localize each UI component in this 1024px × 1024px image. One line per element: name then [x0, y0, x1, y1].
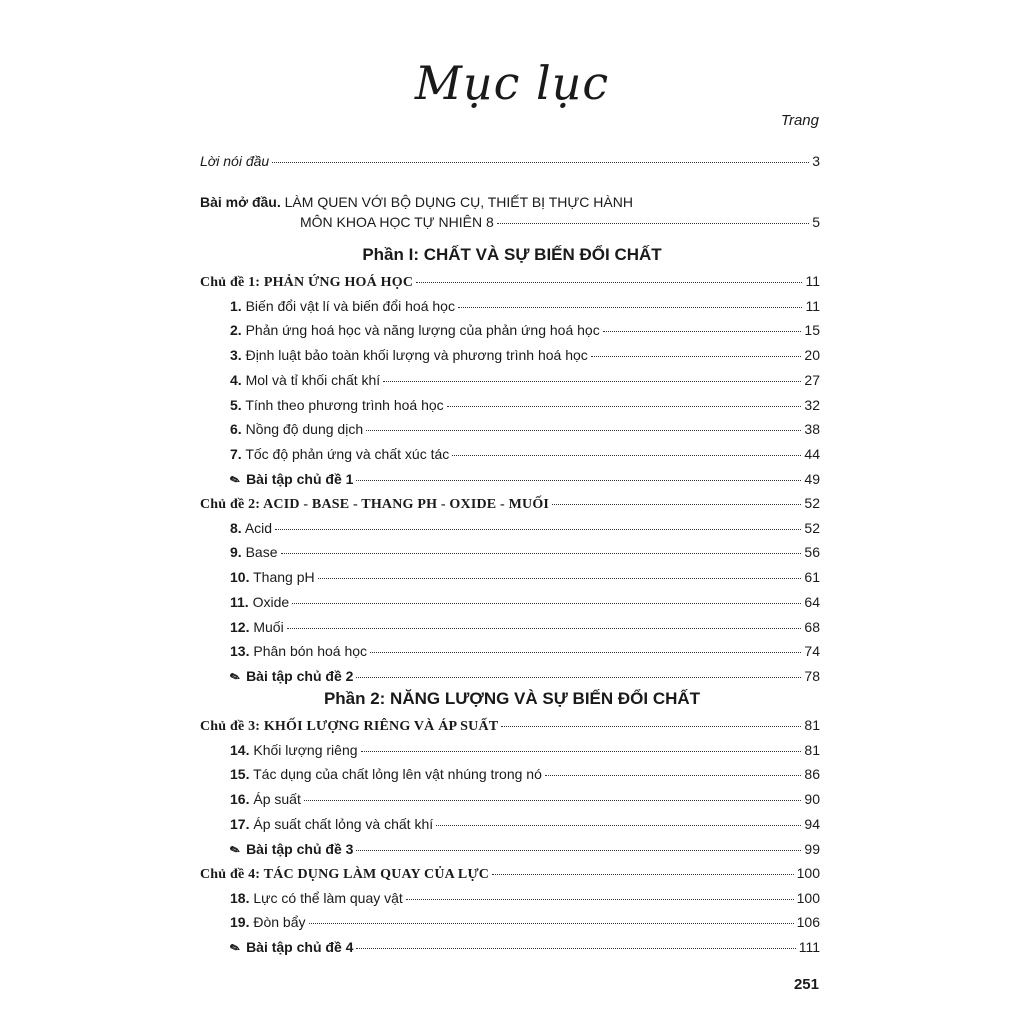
- lesson-title: Thang pH: [253, 569, 315, 586]
- lesson-label-group: [230, 889, 403, 907]
- exercise-label-group: [227, 938, 354, 957]
- toc-entry-page: 3: [812, 153, 820, 169]
- dot-leader: [416, 282, 802, 283]
- lesson-label-group: [230, 321, 600, 339]
- toc-entry-page: 86: [804, 766, 820, 783]
- lesson-number: 1.: [230, 297, 242, 314]
- toc-entry-intro-line2: [300, 214, 820, 230]
- dot-leader: [356, 677, 801, 678]
- lesson-entry[interactable]: [200, 642, 820, 660]
- exercise-entry-4[interactable]: [200, 938, 820, 957]
- dot-leader: [591, 356, 802, 357]
- page-title: Mục lục: [414, 56, 610, 110]
- lesson-label-group: [230, 790, 301, 808]
- pencil-icon: ✎: [227, 471, 243, 488]
- dot-leader: [304, 800, 802, 801]
- dot-leader: [458, 307, 803, 308]
- toc-entry-page: 52: [804, 519, 820, 536]
- dot-leader: [603, 331, 802, 332]
- toc-entry-label: Lời nói đầu: [200, 153, 270, 169]
- lesson-entry[interactable]: [200, 913, 820, 931]
- lesson-number: 16.: [230, 791, 250, 808]
- topic-heading-4[interactable]: [200, 864, 820, 884]
- toc-entry-page: 56: [804, 544, 820, 561]
- dot-leader: [383, 381, 801, 382]
- lesson-label-group: [230, 543, 278, 561]
- dot-leader: [356, 948, 795, 949]
- toc-entry-page: 15: [804, 322, 820, 339]
- lesson-title: Mol và tỉ khối chất khí: [245, 371, 381, 388]
- lesson-entry[interactable]: [200, 420, 820, 438]
- dot-leader: [406, 899, 794, 900]
- lesson-number: 19.: [230, 914, 250, 931]
- toc-entry-page: 90: [804, 791, 820, 808]
- dot-leader: [318, 578, 802, 579]
- exercise-title: Bài tập chủ đề 1: [246, 470, 354, 487]
- lesson-title: Tốc độ phản ứng và chất xúc tác: [245, 445, 450, 462]
- lesson-title: Biến đổi vật lí và biến đổi hoá học: [245, 297, 455, 314]
- toc-entry-page: 11: [805, 273, 820, 289]
- lesson-title: Oxide: [252, 593, 290, 610]
- dot-leader: [356, 480, 801, 481]
- lesson-title: Đòn bẩy: [253, 914, 306, 931]
- lesson-label-group: [230, 445, 449, 463]
- lesson-entry[interactable]: [200, 321, 820, 339]
- lesson-number: 5.: [230, 396, 242, 413]
- toc-entry-page: 100: [796, 889, 820, 906]
- toc-entry-page: 49: [804, 470, 820, 487]
- toc-entry-page: 5: [812, 214, 820, 230]
- toc-entry-page: 52: [804, 495, 820, 511]
- lesson-label-group: [230, 420, 363, 438]
- lesson-number: 8.: [230, 519, 242, 536]
- lesson-entry[interactable]: [200, 297, 820, 315]
- exercise-title: Bài tập chủ đề 3: [246, 840, 354, 857]
- intro-title-line2: MÔN KHOA HỌC TỰ NHIÊN 8: [300, 214, 494, 230]
- dot-leader: [292, 603, 801, 604]
- dot-leader: [275, 529, 801, 530]
- toc-entry-page: 74: [804, 643, 820, 660]
- lesson-entry[interactable]: [200, 790, 820, 808]
- toc-entry-page: 27: [804, 371, 820, 388]
- topic-heading-1[interactable]: [200, 272, 820, 292]
- dot-leader: [552, 504, 801, 505]
- lesson-number: 18.: [230, 889, 250, 906]
- lesson-number: 11.: [230, 593, 249, 610]
- lesson-title: Định luật bảo toàn khối lượng và phương trình hoá học: [245, 347, 588, 364]
- toc-entry-page: 64: [804, 593, 820, 610]
- dot-leader: [309, 923, 794, 924]
- lesson-title: Tác dụng của chất lỏng lên vật nhúng trong nó: [253, 766, 542, 783]
- lesson-title: Phản ứng hoá học và năng lượng của phản ứng hoá học: [245, 322, 600, 339]
- lesson-entry[interactable]: [200, 519, 820, 537]
- dot-leader: [436, 825, 801, 826]
- lesson-label-group: [230, 913, 306, 931]
- dot-leader: [361, 751, 802, 752]
- exercise-label-group: [227, 667, 354, 686]
- lesson-entry[interactable]: [200, 889, 820, 907]
- dot-leader: [497, 223, 809, 224]
- lesson-label-group: [230, 346, 588, 364]
- toc-entry-page: 111: [798, 939, 820, 956]
- lesson-entry[interactable]: [200, 618, 820, 636]
- toc-entry-page: 100: [796, 865, 820, 881]
- toc-entry-page: 81: [804, 717, 820, 733]
- toc-entry-page: 11: [805, 297, 820, 314]
- topic-title: Chủ đề 3: KHỐI LƯỢNG RIÊNG VÀ ÁP SUẤT: [200, 719, 499, 734]
- toc-entry-page: 32: [804, 396, 820, 413]
- toc-entry-preface[interactable]: [200, 152, 820, 170]
- dot-leader: [545, 775, 802, 776]
- intro-title-line1: LÀM QUEN VỚI BỘ DỤNG CỤ, THIẾT BỊ THỰC HÀNH: [284, 194, 633, 210]
- part-heading-2: Phần 2: NĂNG LƯỢNG VÀ SỰ BIẾN ĐỔI CHẤT: [323, 689, 701, 708]
- pencil-icon: ✎: [227, 939, 243, 957]
- exercise-title: Bài tập chủ đề 4: [246, 939, 354, 956]
- lesson-number: 6.: [230, 421, 242, 438]
- lesson-entry[interactable]: [200, 445, 820, 463]
- dot-leader: [287, 628, 802, 629]
- toc-entry-page: 99: [804, 840, 820, 857]
- topic-heading-3[interactable]: [200, 716, 820, 736]
- lesson-entry[interactable]: [200, 815, 820, 833]
- lesson-title: Base: [245, 544, 278, 561]
- lesson-title: Phân bón hoá học: [253, 643, 368, 660]
- dot-leader: [281, 553, 802, 554]
- dot-leader: [366, 430, 801, 431]
- topic-title: Chủ đề 2: ACID - BASE - THANG PH - OXIDE - MUỐI: [200, 497, 550, 512]
- toc-entry-page: 106: [796, 914, 820, 931]
- lesson-title: Tính theo phương trình hoá học: [245, 396, 444, 413]
- lesson-number: 7.: [230, 445, 242, 462]
- lesson-label-group: [230, 815, 433, 833]
- lesson-entry[interactable]: [200, 371, 820, 389]
- part-heading-1: Phần I: CHẤT VÀ SỰ BIẾN ĐỔI CHẤT: [362, 245, 662, 264]
- lesson-label-group: [230, 396, 444, 414]
- lesson-number: 9.: [230, 544, 242, 561]
- lesson-entry[interactable]: [200, 765, 820, 783]
- lesson-label-group: [230, 371, 380, 389]
- lesson-label-group: [230, 568, 315, 586]
- lesson-title: Acid: [244, 519, 273, 536]
- toc-entry-intro[interactable]: [200, 193, 820, 211]
- lesson-label-group: [230, 741, 358, 759]
- exercise-entry-1[interactable]: [200, 470, 820, 489]
- exercise-entry-3[interactable]: [200, 840, 820, 859]
- lesson-label-group: [230, 519, 272, 537]
- lesson-label-group: [230, 297, 455, 315]
- dot-leader: [272, 162, 809, 163]
- toc-entry-page: 68: [804, 618, 820, 635]
- exercise-entry-2[interactable]: [200, 667, 820, 686]
- toc-entry-page: 78: [804, 667, 820, 684]
- toc-entry-page: 81: [804, 741, 820, 758]
- lesson-number: 15.: [230, 766, 250, 783]
- dot-leader: [447, 406, 802, 407]
- lesson-number: 4.: [230, 371, 242, 388]
- exercise-label-group: [227, 840, 354, 859]
- lesson-title: Khối lượng riêng: [253, 741, 358, 758]
- toc-entry-page: 44: [804, 445, 820, 462]
- toc-entry-page: 94: [804, 815, 820, 832]
- lesson-number: 13.: [230, 643, 250, 660]
- pencil-icon: ✎: [227, 841, 243, 858]
- page-number: 251: [793, 976, 819, 993]
- dot-leader: [452, 455, 801, 456]
- lesson-label-group: [230, 593, 289, 611]
- lesson-label-group: [230, 642, 367, 660]
- lesson-entry[interactable]: [200, 396, 820, 414]
- lesson-number: 17.: [230, 815, 250, 832]
- lesson-number: 14.: [230, 741, 250, 758]
- lesson-title: Muối: [253, 618, 284, 635]
- toc-entry-page: 38: [804, 421, 820, 438]
- lesson-number: 10.: [230, 569, 250, 586]
- lesson-entry[interactable]: [200, 346, 820, 364]
- pencil-icon: ✎: [227, 668, 243, 686]
- lesson-number: 2.: [230, 322, 242, 339]
- lesson-entry[interactable]: [200, 543, 820, 561]
- dot-leader: [356, 850, 801, 851]
- lesson-number: 12.: [230, 618, 250, 635]
- toc-entry-page: 61: [804, 569, 820, 586]
- exercise-title: Bài tập chủ đề 2: [246, 667, 354, 684]
- topic-title: Chủ đề 4: TÁC DỤNG LÀM QUAY CỦA LỰC: [200, 867, 490, 882]
- lesson-entry[interactable]: [200, 741, 820, 759]
- lesson-label-group: [230, 765, 542, 783]
- dot-leader: [492, 874, 794, 875]
- page-column-label: Trang: [780, 112, 819, 129]
- toc-entry-page: 20: [804, 347, 820, 364]
- topic-title: Chủ đề 1: PHẢN ỨNG HOÁ HỌC: [200, 275, 414, 290]
- topic-heading-2[interactable]: [200, 494, 820, 514]
- lesson-label-group: [230, 618, 284, 636]
- lesson-title: Áp suất: [253, 791, 301, 808]
- dot-leader: [370, 652, 801, 653]
- lesson-title: Nồng độ dung dịch: [245, 421, 364, 438]
- intro-prefix: Bài mở đầu.: [200, 194, 281, 210]
- lesson-number: 3.: [230, 347, 242, 364]
- lesson-title: Lực có thể làm quay vật: [253, 889, 403, 906]
- dot-leader: [501, 726, 801, 727]
- lesson-title: Áp suất chất lỏng và chất khí: [253, 815, 434, 832]
- lesson-entry[interactable]: [200, 593, 820, 611]
- lesson-entry[interactable]: [200, 568, 820, 586]
- exercise-label-group: [227, 470, 354, 489]
